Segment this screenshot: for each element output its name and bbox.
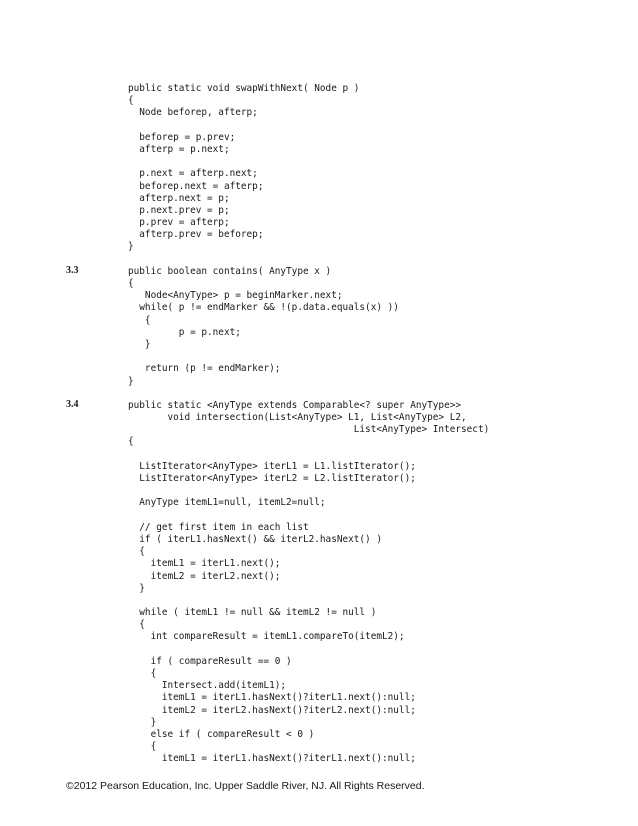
code-line: AnyType itemL1=null, itemL2=null; [128, 497, 326, 509]
code-line: { [128, 619, 145, 631]
code-line: { [128, 436, 134, 448]
code-line: } [128, 241, 134, 253]
code-line: afterp = p.next; [128, 143, 230, 155]
code-line: if ( iterL1.hasNext() && iterL2.hasNext() ) [128, 533, 382, 545]
code-line: Node beforep, afterp; [128, 107, 258, 119]
code-line [128, 120, 489, 132]
code-line: List<AnyType> Intersect) [128, 424, 490, 436]
code-line [128, 595, 489, 607]
code-line: { [128, 95, 134, 107]
code-line: } [128, 716, 157, 728]
code-line: { [128, 668, 157, 679]
code-line: { [128, 314, 151, 326]
code-line [128, 485, 489, 497]
code-line [128, 254, 489, 266]
code-listing [128, 83, 489, 766]
code-line: beforep.next = afterp; [128, 180, 264, 192]
code-line: ListIterator<AnyType> iterL2 = L2.listIterator(); [128, 473, 416, 484]
code-line: p.prev = afterp; [128, 217, 230, 229]
code-line: itemL1 = iterL1.hasNext()?iterL1.next():null; [128, 692, 416, 704]
code-line: beforep = p.prev; [128, 131, 236, 143]
section-label-3-3: 3.3 [66, 265, 79, 276]
code-line: while( p != endMarker && !(p.data.equals(x) )) [128, 302, 399, 314]
code-line [128, 351, 489, 363]
code-line: itemL1 = iterL1.hasNext()?iterL1.next():null; [128, 753, 416, 765]
code-line: public static <AnyType extends Comparable<? super AnyType>> [128, 399, 462, 411]
copyright-footer: ©2012 Pearson Education, Inc. Upper Saddle River, NJ. All Rights Reserved. [66, 780, 425, 792]
code-line [128, 388, 489, 400]
code-line: ListIterator<AnyType> iterL1 = L1.listIterator(); [128, 460, 416, 472]
code-line [128, 156, 489, 168]
code-line: p.next.prev = p; [128, 204, 230, 216]
code-line: Node<AnyType> p = beginMarker.next; [128, 290, 343, 302]
code-line: } [128, 338, 151, 350]
code-line: // get first item in each list [128, 521, 309, 533]
code-line: { [128, 278, 134, 289]
code-line: p.next = afterp.next; [128, 168, 258, 180]
section-label-3-4: 3.4 [66, 399, 79, 410]
code-line: void intersection(List<AnyType> L1, List<AnyType> L2, [128, 412, 467, 424]
code-line: while ( itemL1 != null && itemL2 != null ) [128, 607, 377, 619]
code-line: itemL1 = iterL1.next(); [128, 558, 281, 570]
code-line: afterp.prev = beforep; [128, 229, 264, 241]
code-line [128, 644, 489, 656]
code-line: Intersect.add(itemL1); [128, 680, 287, 692]
code-line: if ( compareResult == 0 ) [128, 655, 292, 667]
code-line: } [128, 582, 145, 594]
code-line: afterp.next = p; [128, 192, 230, 204]
code-line [128, 510, 489, 522]
code-line: public static void swapWithNext( Node p ) [128, 83, 360, 94]
code-line: { [128, 546, 145, 558]
code-line: public boolean contains( AnyType x ) [128, 265, 332, 277]
code-line: itemL2 = iterL2.next(); [128, 570, 281, 582]
code-line: int compareResult = itemL1.compareTo(itemL2); [128, 631, 405, 643]
code-line [128, 449, 489, 461]
code-line: p = p.next; [128, 326, 241, 338]
code-line: return (p != endMarker); [128, 363, 281, 375]
code-line: } [128, 375, 134, 387]
code-line: itemL2 = iterL2.hasNext()?iterL2.next():null; [128, 704, 416, 716]
code-line: { [128, 741, 157, 753]
code-line: else if ( compareResult < 0 ) [128, 728, 315, 740]
